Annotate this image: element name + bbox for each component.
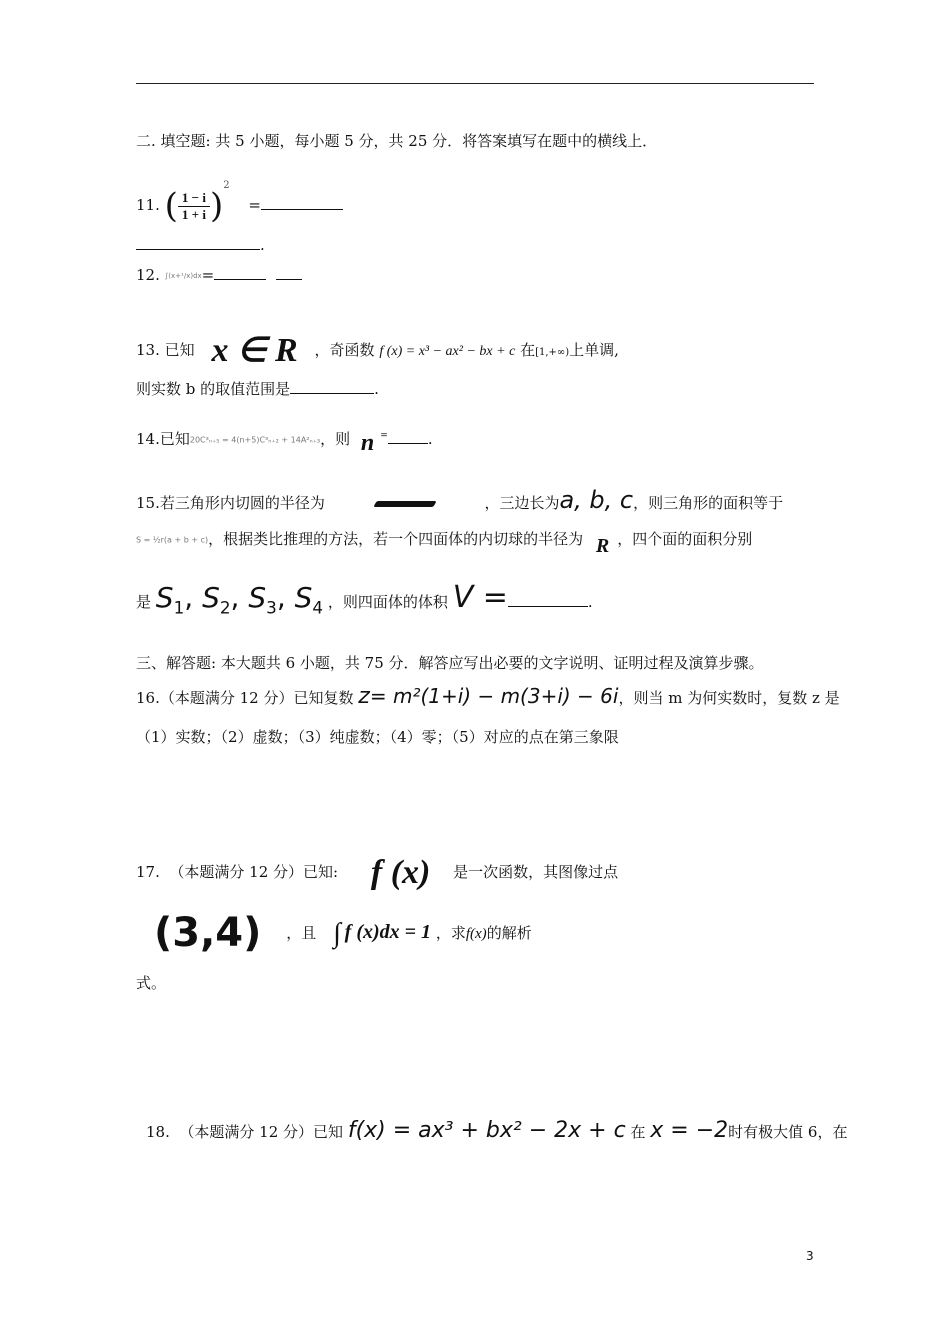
volume-symbol: V = bbox=[452, 580, 508, 615]
function-fx: f (x) bbox=[370, 854, 431, 891]
answer-blank bbox=[508, 606, 588, 607]
question-16-parts: （1）实数；（2）虚数；（3）纯虚数；（4）零；（5）对应的点在第三象限 bbox=[136, 728, 619, 746]
question-16: 16.（本题满分 12 分）已知复数 z= m²(1+i) − m(3+i) − 6i，则当 m 为何实数时，复数 z 是 bbox=[136, 684, 840, 709]
combination-expression: 20C³ₙ₊₅ = 4(n+5)C³ₙ₊₂ + 14A²ₙ₊₃ bbox=[189, 435, 321, 445]
section-3-heading: 三、解答题: 本大题共 6 小题，共 75 分．解答应写出必要的文字说明、证明过程及演算步骤。 bbox=[136, 654, 764, 672]
integral-expression: f (x)dx = 1 bbox=[344, 921, 432, 943]
question-18: 18. （本题满分 12 分）已知 f(x) = ax³ + bx² − 2x + c 在 x = −2时有极大值 6，在 bbox=[146, 1118, 848, 1143]
question-13: 13. 已知 x ∈ R ，奇函数 f (x) = x³ − ax² − bx + c 在[1,+∞)上单调, bbox=[136, 332, 619, 369]
point-coordinates: (3,4) bbox=[154, 910, 262, 956]
radius-r-symbol bbox=[373, 501, 436, 507]
answer-blank bbox=[290, 393, 374, 394]
question-17: 17. （本题满分 12 分）已知: f (x) 是一次函数，其图像过点 bbox=[136, 854, 619, 891]
answer-blank bbox=[214, 279, 266, 280]
function-math: f (x) = x³ − ax² − bx + c bbox=[379, 344, 516, 359]
sides-math: a, b, c bbox=[559, 486, 634, 514]
header-rule bbox=[136, 83, 814, 84]
complex-equation: = m²(1+i) − m(3+i) − 6i bbox=[369, 684, 619, 708]
function-equation: f(x) = ax³ + bx² − 2x + c bbox=[347, 1118, 626, 1143]
question-12: 12. ∫(x+¹/x)dx= bbox=[136, 266, 302, 284]
question-11: 11. ( $\frac{1 - i}{1 + i}$ )$^2$ = bbox=[136, 180, 343, 226]
question-14: 14.已知20C³ₙ₊₅ = 4(n+5)C³ₙ₊₂ + 14A²ₙ₊₃，则 n = . bbox=[136, 430, 433, 456]
answer-blank bbox=[388, 443, 428, 444]
answer-blank bbox=[136, 249, 260, 250]
page-number: 3 bbox=[806, 1249, 814, 1263]
condition-math: x ∈ R bbox=[211, 332, 298, 369]
question-number: 11. bbox=[136, 196, 160, 214]
question-15-line2: S = ½r(a + b + c)，根据类比推理的方法，若一个四面体的内切球的半径为 R ，四个面的面积分别 bbox=[136, 530, 753, 557]
answer-blank bbox=[261, 209, 343, 210]
condition-x: x = −2 bbox=[650, 1118, 729, 1143]
question-13-line2: 则实数 b 的取值范围是 . bbox=[136, 380, 379, 398]
integral-sign: ∫ bbox=[333, 918, 341, 949]
question-17-line2: (3,4) ，且 ∫ f (x)dx = 1 ，求f(x)的解析 bbox=[154, 910, 532, 956]
question-11-line2: . bbox=[136, 236, 265, 254]
face-areas: $S_1$, $S_2$, $S_3$, $S_4$ bbox=[155, 581, 324, 618]
question-15: 15.若三角形内切圆的半径为 ，三边长为a, b, c，则三角形的面积等于 bbox=[136, 486, 784, 514]
question-17-line3: 式。 bbox=[136, 974, 167, 992]
area-formula: S = ½r(a + b + c) bbox=[136, 535, 209, 545]
section-2-heading: 二. 填空题: 共 5 小题，每小题 5 分，共 25 分．将答案填写在题中的横线上． bbox=[136, 132, 658, 150]
fraction: $\frac{1 - i}{1 + i}$ bbox=[178, 190, 210, 223]
integral-expression: ∫(x+¹/x)dx bbox=[164, 272, 202, 280]
exponent: 2 bbox=[223, 180, 230, 191]
question-15-line3: 是 $S_1$, $S_2$, $S_3$, $S_4$ ，则四面体的体积 V = . bbox=[136, 580, 593, 618]
